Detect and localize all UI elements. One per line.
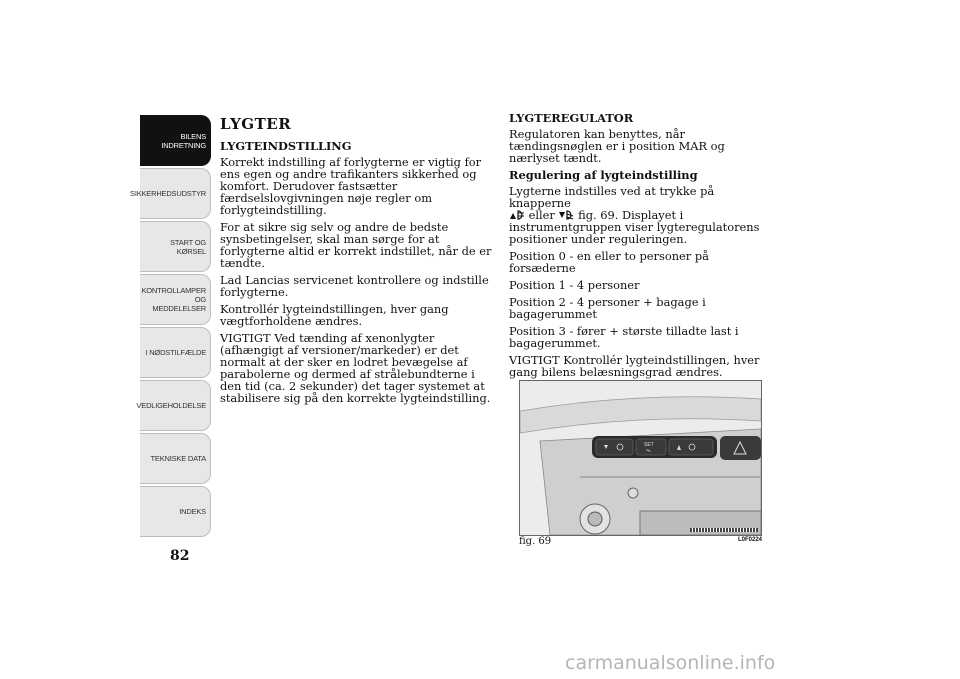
tab-sikkerhedsudstyr[interactable]: SIKKERHEDSUDSTYR xyxy=(140,168,211,219)
paragraph-buttons xyxy=(509,185,779,245)
subsection-title: LYGTEREGULATOR xyxy=(509,111,634,125)
watermark: carmanualsonline.info xyxy=(565,652,776,674)
or-text: eller xyxy=(528,208,555,222)
figure-barcode xyxy=(690,528,758,532)
paragraph-text: fig. 69. Displayet i instrumentgruppen viser lygteregulatorens positioner under reguleringen. xyxy=(509,208,760,246)
paragraph: For at sikre sig selv og andre de bedste synsbetingelser, skal man sørge for at forlygterne altid er korrekt indstillet, når de er tændte. xyxy=(220,220,492,270)
figure-caption: fig. 69 xyxy=(519,536,552,547)
dashboard-illustration xyxy=(520,381,761,535)
tab-bilens-indretning[interactable]: BILENS INDRETNING xyxy=(140,115,211,166)
tab-indeks[interactable]: INDEKS xyxy=(140,486,211,537)
important-note: VIGTIGT Ved tænding af xenonlygter (afhængigt af versioner/markeder) er det normalt at der sker en lodret bevægelse af parabolerne og dermed af strålebundterne i den tid (ca. 2 sekunder) det tager systemet at stabilisere sig på den korrekte lygteindstilling. xyxy=(220,331,491,405)
dashboard-figure xyxy=(519,380,762,536)
page-number: 82 xyxy=(170,548,190,564)
position-3: Position 3 - fører + største tilladte last i bagagerummet. xyxy=(509,324,739,350)
paragraph: Korrekt indstilling af forlygterne er vigtig for ens egen og andre trafikanters sikkerhed og komfort. Derudover fastsætter færdselslovgivningen nøje regler om forlygteindstilling. xyxy=(220,155,482,217)
tab-i-nodstilfaelde[interactable]: I NØDSTILFÆLDE xyxy=(140,327,211,378)
tab-vedligeholdelse[interactable]: VEDLIGEHOLDELSE xyxy=(140,380,211,431)
figure-code: L0F0224 xyxy=(738,537,763,543)
set-button-label: SET xyxy=(644,442,654,448)
position-0: Position 0 - en eller to personer på forsæderne xyxy=(509,249,709,275)
position-1: Position 1 - 4 personer xyxy=(509,278,640,292)
important-note: VIGTIGT Kontrollér lygteindstillingen, hver gang bilens belæsningsgrad ændres. xyxy=(509,353,760,379)
left-column xyxy=(220,115,495,409)
position-2: Position 2 - 4 personer + bagage i bagagerummet xyxy=(509,295,706,321)
subheading: Regulering af lygteindstilling xyxy=(509,168,698,182)
paragraph-text: Lygterne indstilles ved at trykke på knapperne xyxy=(509,184,715,210)
tab-start-og-korsel[interactable]: START OG KØRSEL xyxy=(140,221,211,272)
tab-tekniske-data[interactable]: TEKNISKE DATA xyxy=(140,433,211,484)
paragraph: Lad Lancias servicenet kontrollere og indstille forlygterne. xyxy=(220,273,489,299)
chapter-tabs xyxy=(130,115,211,539)
right-column xyxy=(509,112,779,383)
paragraph: Regulatoren kan benyttes, når tændingsnøglen er i position MAR og nærlyset tændt. xyxy=(509,127,725,165)
subsection-title: LYGTEINDSTILLING xyxy=(220,139,352,153)
paragraph: Kontrollér lygteindstillingen, hver gang vægtforholdene ændres. xyxy=(220,302,449,328)
tab-kontrollamper[interactable]: KONTROLLAMPER OG MEDDELELSER xyxy=(140,274,211,325)
section-title: LYGTER xyxy=(220,115,292,133)
